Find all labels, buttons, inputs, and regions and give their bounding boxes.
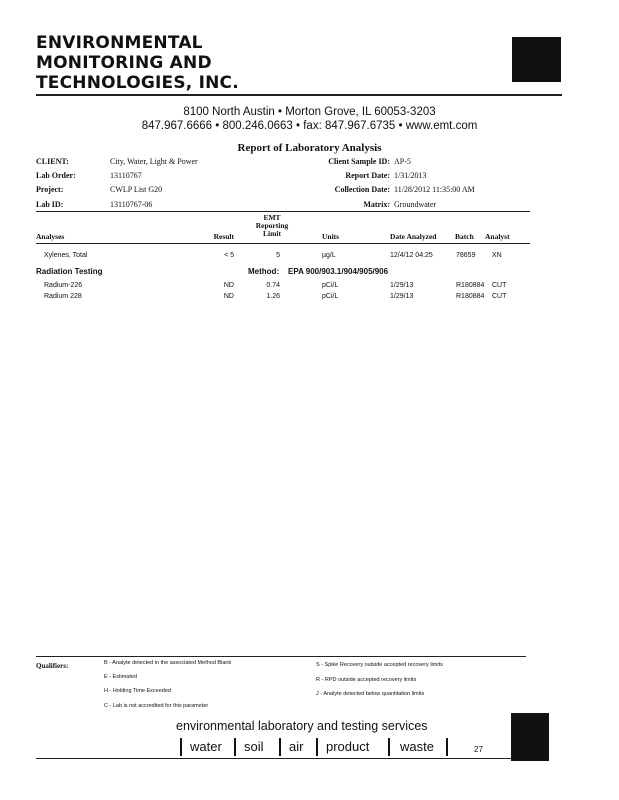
page-number: 27 bbox=[474, 745, 483, 754]
footer-divider bbox=[446, 738, 448, 756]
row2-result: ND bbox=[223, 282, 234, 289]
col-header-result: Result bbox=[213, 232, 234, 241]
service-water: water bbox=[190, 739, 222, 754]
footer-divider bbox=[388, 738, 390, 756]
row1-limit: 5 bbox=[276, 252, 280, 259]
client-sample-value: AP-5 bbox=[394, 157, 411, 166]
qualifiers-rule bbox=[36, 656, 526, 657]
client-sample-label: Client Sample ID: bbox=[328, 157, 390, 166]
address: 8100 North Austin • Morton Grove, IL 60053-3203 bbox=[183, 106, 436, 118]
method-value: EPA 900/903.1/904/905/906 bbox=[288, 267, 389, 276]
row2-date: 1/29/13 bbox=[390, 282, 414, 289]
footer-divider bbox=[180, 738, 182, 756]
qualifier-s: S - Spike Recovery outside accepted recovery limits bbox=[316, 662, 443, 668]
service-air: air bbox=[289, 739, 304, 754]
service-product: product bbox=[326, 739, 370, 754]
qualifier-c: C - Lab is not accredited for this parameter bbox=[104, 703, 209, 709]
lab-id-value: 13110767-06 bbox=[110, 200, 153, 209]
col-header-units: Units bbox=[322, 232, 340, 241]
qualifier-r: R - RPD outside accepted recovery limits bbox=[316, 677, 417, 683]
footer-divider bbox=[234, 738, 236, 756]
col-header-limit-text: Limit bbox=[263, 229, 281, 238]
method-label: Method: bbox=[248, 267, 280, 276]
report-date-label: Report Date: bbox=[345, 171, 390, 180]
col-header-analyst: Analyst bbox=[485, 232, 510, 241]
footer-divider bbox=[279, 738, 281, 756]
company-name-line1: ENVIRONMENTAL bbox=[36, 33, 203, 53]
project-label: Project: bbox=[36, 185, 64, 194]
report-title: Report of Laboratory Analysis bbox=[237, 142, 382, 154]
row3-analyst: CUT bbox=[492, 293, 507, 300]
row1-analyst: XN bbox=[492, 252, 502, 259]
matrix-label: Matrix: bbox=[363, 200, 390, 209]
qualifier-h: H - Holding Time Exceeded bbox=[104, 688, 171, 694]
project-value: CWLP List G20 bbox=[110, 185, 163, 194]
table-header-rule bbox=[36, 243, 530, 244]
matrix-value: Groundwater bbox=[394, 200, 437, 209]
lab-order-label: Lab Order: bbox=[36, 171, 76, 180]
collection-date-label: Collection Date: bbox=[334, 185, 390, 194]
footer-logo-block bbox=[511, 713, 549, 761]
qualifier-e: E - Estimated bbox=[104, 674, 138, 680]
col-header-emt: EMT bbox=[263, 213, 281, 222]
service-waste: waste bbox=[400, 739, 434, 754]
row3-batch: R180884 bbox=[456, 293, 485, 300]
row2-units: pCi/L bbox=[322, 282, 339, 289]
row2-analyte: Radium-226 bbox=[44, 282, 83, 289]
row1-date: 12/4/12 04:25 bbox=[390, 252, 433, 259]
col-header-limit bbox=[246, 214, 298, 238]
report-date-value: 1/31/2013 bbox=[394, 171, 427, 180]
row3-limit: 1.26 bbox=[266, 293, 280, 300]
info-rule bbox=[36, 211, 530, 212]
row3-result: ND bbox=[223, 293, 234, 300]
col-header-date: Date Analyzed bbox=[390, 232, 437, 241]
qualifiers-label: Qualifiers: bbox=[36, 662, 69, 670]
row2-limit: 0.74 bbox=[266, 282, 280, 289]
row3-analyte: Radium 228 bbox=[44, 293, 82, 300]
col-header-reporting: Reporting bbox=[255, 221, 289, 230]
company-name-line2: MONITORING AND bbox=[36, 53, 212, 73]
row1-analyte: Xylenes, Total bbox=[44, 252, 88, 259]
logo-block bbox=[512, 37, 561, 82]
footer-rule bbox=[36, 758, 511, 759]
client-label: CLIENT: bbox=[36, 157, 69, 166]
header-rule bbox=[36, 94, 562, 96]
section-radiation-testing: Radiation Testing bbox=[36, 267, 103, 276]
row3-units: pCi/L bbox=[322, 293, 339, 300]
contact-info: 847.967.6666 • 800.246.0663 • fax: 847.967.6735 • www.emt.com bbox=[141, 120, 478, 132]
lab-order-value: 13110767 bbox=[110, 171, 142, 180]
footer-divider bbox=[316, 738, 318, 756]
footer-tagline: environmental laboratory and testing services bbox=[176, 719, 428, 733]
company-name-line3: TECHNOLOGIES, INC. bbox=[36, 73, 239, 93]
collection-date-value: 11/28/2012 11:35:00 AM bbox=[394, 185, 475, 194]
col-header-batch: Batch bbox=[455, 232, 474, 241]
row2-analyst: CUT bbox=[492, 282, 507, 289]
row1-units: µg/L bbox=[322, 252, 336, 259]
row1-batch: 78659 bbox=[456, 252, 476, 259]
client-value: City, Water, Light & Power bbox=[110, 157, 198, 166]
qualifier-j: J - Analyte detected below quantitation limits bbox=[316, 691, 425, 697]
lab-id-label: Lab ID: bbox=[36, 200, 64, 209]
row2-batch: R180884 bbox=[456, 282, 485, 289]
row1-result: < 5 bbox=[224, 252, 234, 259]
service-soil: soil bbox=[244, 739, 264, 754]
qualifier-b: B - Analyte detected in the associated Method Blank bbox=[104, 660, 232, 666]
col-header-analyses: Analyses bbox=[36, 232, 65, 241]
row3-date: 1/29/13 bbox=[390, 293, 414, 300]
company-name bbox=[36, 33, 239, 93]
